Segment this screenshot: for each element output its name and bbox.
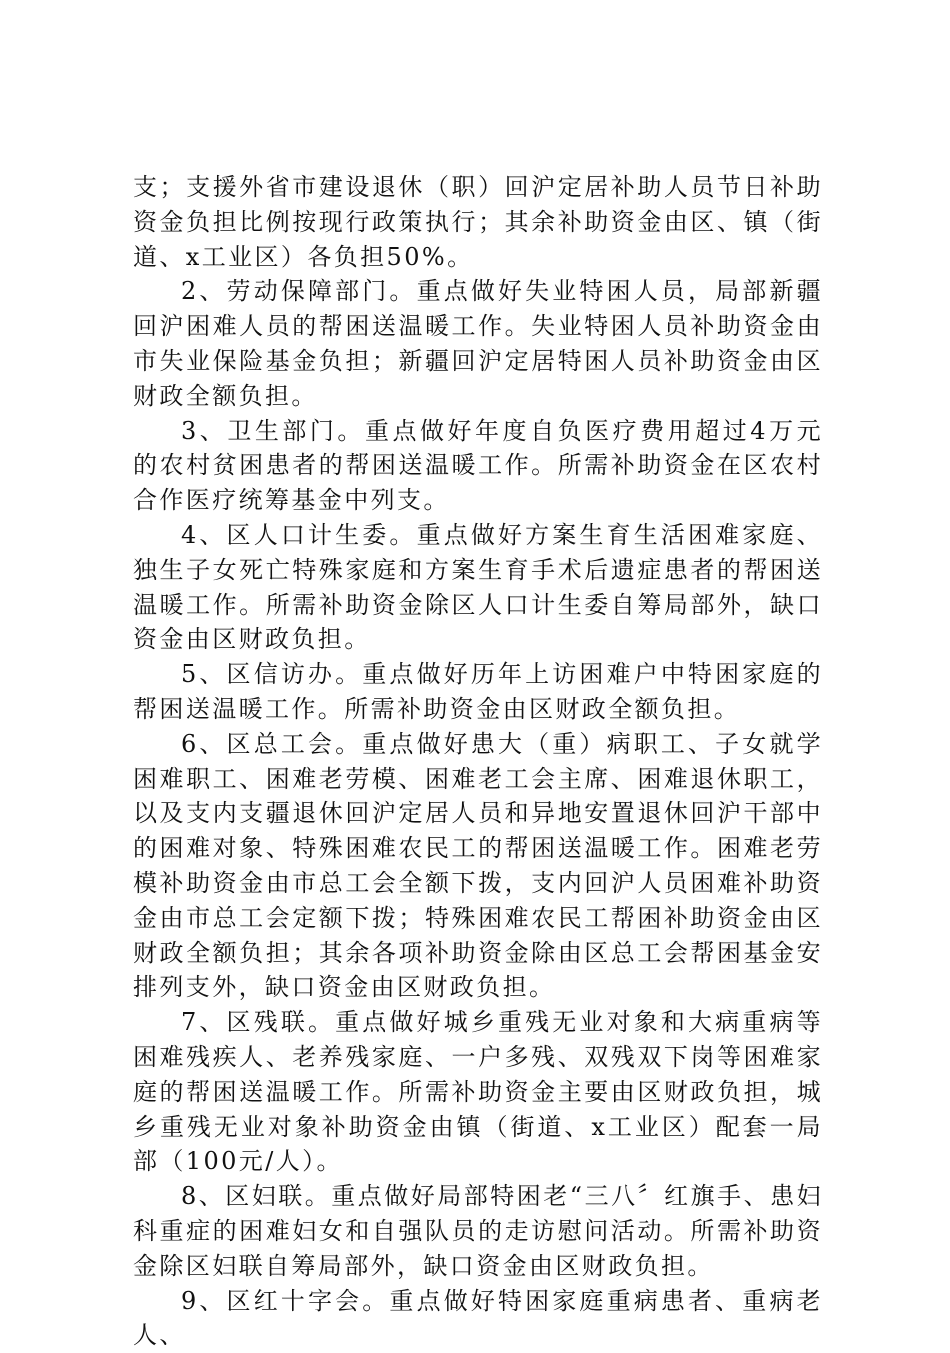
paragraph-trade-union: 6、区总工会。重点做好患大（重）病职工、子女就学困难职工、困难老劳模、困难老工会主席、困难退休职工，以及支内支疆退休回沪定居人员和异地安置退休回沪干部中的困难对象、特殊困难农民工的帮困送温暖工作。困难老劳模补助资金由市总工会全额下拨，支内回沪人员困难补助资金由市总工会定额下拨；特殊困难农民工帮困补助资金由区财政全额负担；其余各项补助资金除由区总工会帮困基金安排列支外，缺口资金由区财政负担。 bbox=[133, 727, 823, 1005]
document-body bbox=[133, 170, 823, 1353]
paragraph-labor-security: 2、劳动保障部门。重点做好失业特困人员，局部新疆回沪困难人员的帮困送温暖工作。失业特困人员补助资金由市失业保险基金负担；新疆回沪定居特困人员补助资金由区财政全额负担。 bbox=[133, 274, 823, 413]
paragraph-health: 3、卫生部门。重点做好年度自负医疗费用超过4万元的农村贫困患者的帮困送温暖工作。所需补助资金在区农村合作医疗统筹基金中列支。 bbox=[133, 414, 823, 518]
paragraph-continuation: 支；支援外省市建设退休（职）回沪定居补助人员节日补助资金负担比例按现行政策执行；其余补助资金由区、镇（街道、x工业区）各负担50%。 bbox=[133, 170, 823, 274]
paragraph-red-cross: 9、区红十字会。重点做好特困家庭重病患者、重病老人、 bbox=[133, 1284, 823, 1353]
paragraph-womens-federation: 8、区妇联。重点做好局部特困老“三八〞红旗手、患妇科重症的困难妇女和自强队员的走访慰问活动。所需补助资金除区妇联自筹局部外，缺口资金由区财政负担。 bbox=[133, 1179, 823, 1283]
paragraph-family-planning: 4、区人口计生委。重点做好方案生育生活困难家庭、独生子女死亡特殊家庭和方案生育手术后遗症患者的帮困送温暖工作。所需补助资金除区人口计生委自筹局部外，缺口资金由区财政负担。 bbox=[133, 518, 823, 657]
paragraph-petition-office: 5、区信访办。重点做好历年上访困难户中特困家庭的帮困送温暖工作。所需补助资金由区财政全额负担。 bbox=[133, 657, 823, 727]
paragraph-disabled-federation: 7、区残联。重点做好城乡重残无业对象和大病重病等困难残疾人、老养残家庭、一户多残、双残双下岗等困难家庭的帮困送温暖工作。所需补助资金主要由区财政负担，城乡重残无业对象补助资金由镇（街道、x工业区）配套一局部（100元/人）。 bbox=[133, 1005, 823, 1179]
